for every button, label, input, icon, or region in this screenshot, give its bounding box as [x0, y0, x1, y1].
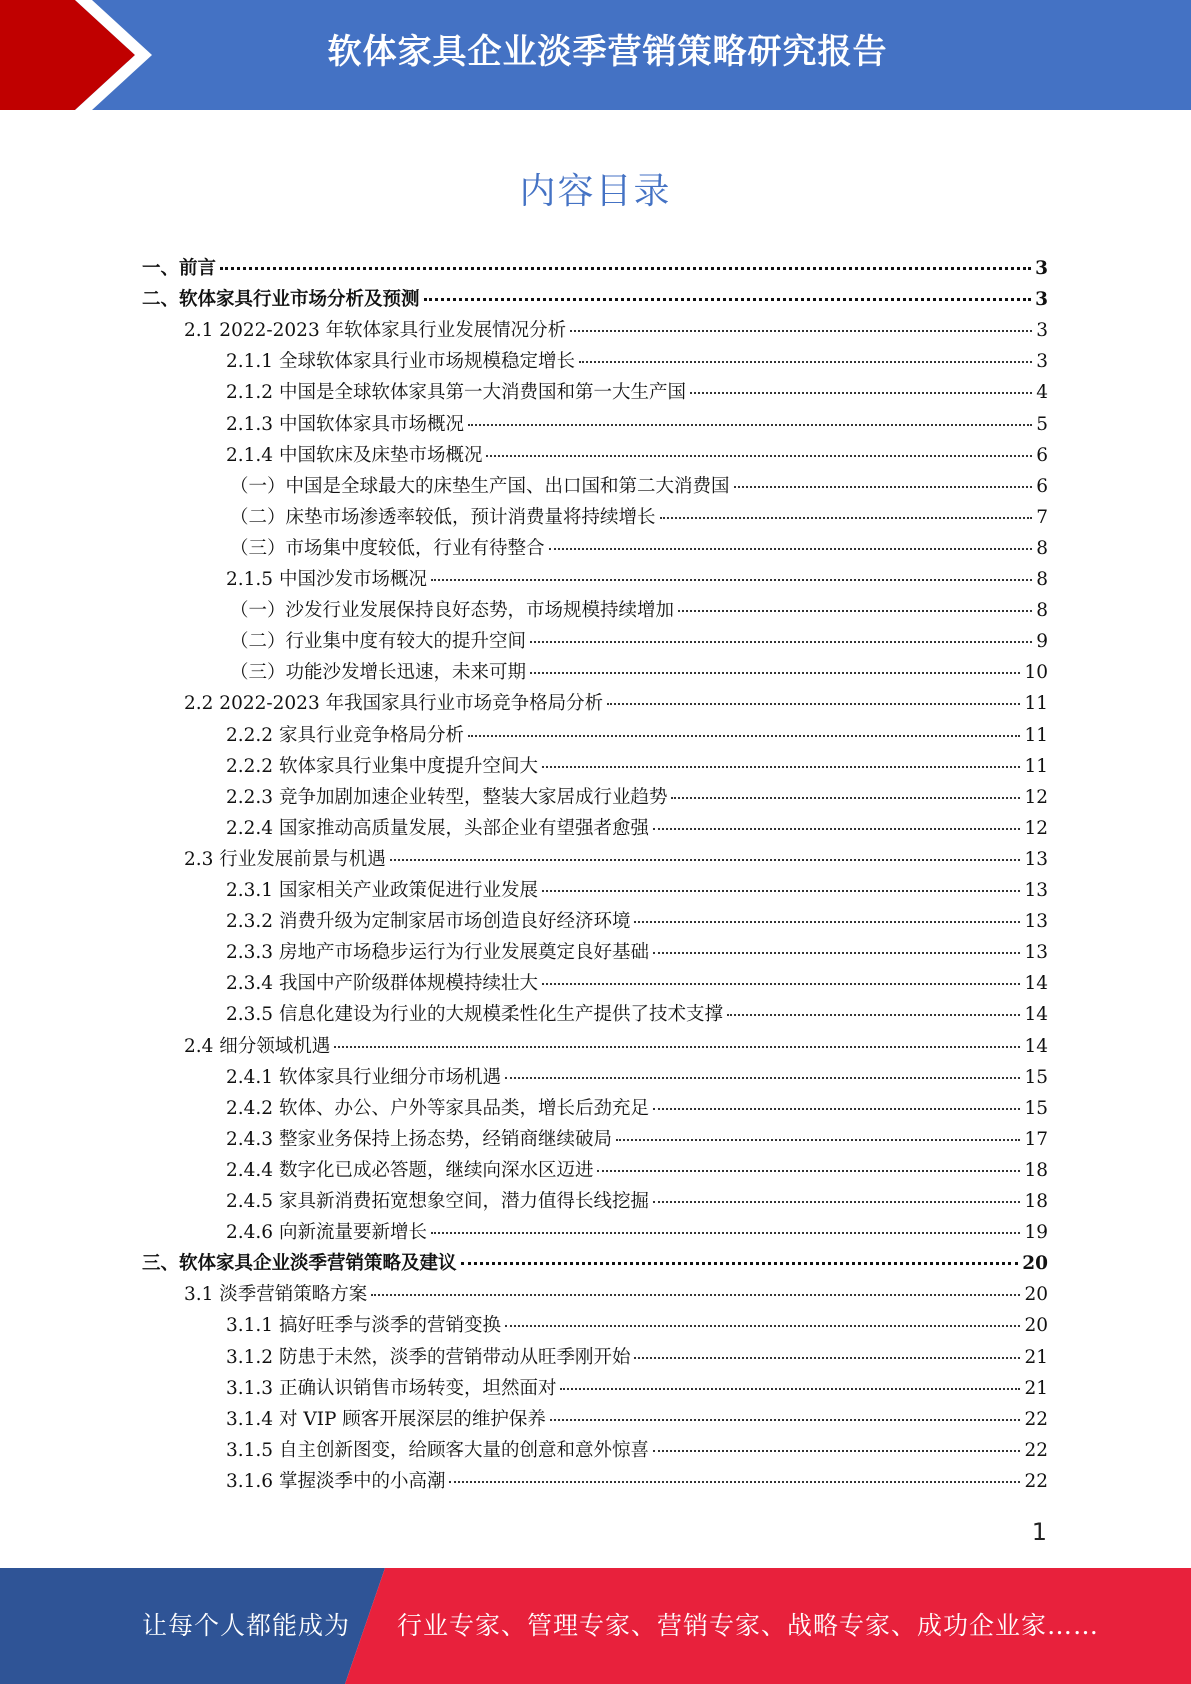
toc-dot-leader: [678, 610, 1032, 612]
toc-entry-label: 2.3.3 房地产市场稳步运行为行业发展奠定良好基础: [226, 942, 649, 964]
toc-entry-page: 3: [1035, 289, 1048, 311]
toc-entry-page: 11: [1024, 755, 1048, 777]
toc-entry-page: 13: [1024, 911, 1048, 933]
toc-entry[interactable]: [226, 875, 1048, 906]
toc-entry[interactable]: [184, 1031, 1048, 1062]
toc-entry[interactable]: [184, 844, 1048, 875]
toc-dot-leader: [486, 455, 1032, 457]
toc-entry-label: 2.2 2022-2023 年我国家具行业市场竞争格局分析: [184, 693, 604, 715]
toc-entry-page: 18: [1024, 1191, 1048, 1212]
toc-entry[interactable]: [226, 813, 1048, 844]
toc-entry-page: 21: [1024, 1346, 1048, 1368]
toc-entry-page: 7: [1036, 506, 1048, 528]
toc-entry-label: 3.1.3 正确认识销售市场转变，坦然面对: [226, 1377, 557, 1399]
toc-entry-page: 17: [1024, 1128, 1048, 1150]
toc-entry[interactable]: [226, 1062, 1048, 1093]
toc-entry-page: 20: [1024, 1284, 1048, 1306]
toc-entry[interactable]: [226, 906, 1048, 937]
toc-entry-page: 22: [1024, 1408, 1048, 1430]
toc-entry-page: 15: [1024, 1066, 1048, 1088]
toc-entry[interactable]: [226, 751, 1048, 782]
toc-entry-page: 13: [1024, 848, 1048, 870]
toc-entry-label: 3.1.2 防患于未然，淡季的营销带动从旺季刚开始: [226, 1346, 631, 1368]
toc-entry-label: 3.1.5 自主创新图变，给顾客大量的创意和意外惊喜: [226, 1439, 649, 1461]
toc-entry-label: 二、软体家具行业市场分析及预测: [142, 289, 420, 311]
toc-dot-leader: [549, 548, 1033, 550]
toc-entry-label: 2.4.6 向新流量要新增长: [226, 1222, 427, 1244]
toc-entry-page: 3: [1035, 258, 1048, 279]
toc-dot-leader: [671, 797, 1020, 799]
toc-dot-leader: [653, 952, 1020, 954]
toc-entry[interactable]: [184, 688, 1048, 719]
toc-dot-leader: [727, 1014, 1020, 1016]
toc-dot-leader: [424, 298, 1032, 301]
toc-entry-page: 20: [1024, 1315, 1048, 1337]
toc-entry-label: （二）行业集中度有较大的提升空间: [230, 631, 527, 653]
toc-entry-label: 2.4.1 软体家具行业细分市场机遇: [226, 1066, 501, 1088]
toc-entry-label: 2.3.1 国家相关产业政策促进行业发展: [226, 880, 538, 901]
toc-dot-leader: [690, 392, 1032, 394]
toc-dot-leader: [653, 1108, 1020, 1110]
toc-dot-leader: [542, 766, 1020, 768]
toc-entry[interactable]: [226, 1186, 1048, 1217]
toc-entry[interactable]: [226, 1404, 1048, 1435]
toc-dot-leader: [220, 267, 1031, 270]
toc-dot-leader: [653, 1450, 1020, 1452]
toc-entry-label: 2.1.5 中国沙发市场概况: [226, 569, 427, 590]
toc-entry-label: 2.3.5 信息化建设为行业的大规模柔性化生产提供了技术支撑: [226, 1004, 723, 1026]
toc-entry[interactable]: [226, 1435, 1048, 1466]
toc-entry[interactable]: [226, 720, 1048, 751]
toc-entry-label: （三）功能沙发增长迅速，未来可期: [230, 662, 527, 684]
toc-entry-page: 19: [1024, 1222, 1048, 1244]
toc-entry-label: 2.1.2 中国是全球软体家具第一大消费国和第一大生产国: [226, 382, 686, 404]
toc-entry[interactable]: [226, 377, 1048, 408]
toc-entry-page: 8: [1036, 537, 1048, 559]
toc-entry-page: 22: [1024, 1439, 1048, 1461]
toc-entry-page: 14: [1024, 1035, 1048, 1057]
footer-banner: [0, 1568, 1191, 1684]
toc-entry-page: 14: [1024, 1004, 1048, 1026]
toc-entry-label: 2.2.2 软体家具行业集中度提升空间大: [226, 755, 538, 777]
toc-entry-label: 2.2.2 家具行业竞争格局分析: [226, 724, 464, 746]
footer-slogan-left: 让每个人都能成为: [142, 1611, 351, 1640]
footer-slogan-right: 行业专家、管理专家、营销专家、战略专家、成功企业家……: [397, 1611, 1100, 1640]
toc-dot-leader: [653, 828, 1020, 830]
toc-entry-label: （一）沙发行业发展保持良好态势，市场规模持续增加: [230, 600, 675, 622]
toc-dot-leader: [634, 921, 1020, 923]
toc-entry-page: 14: [1024, 973, 1048, 995]
toc-entry[interactable]: [226, 1124, 1048, 1155]
toc-entry-page: 11: [1024, 724, 1048, 746]
toc-entry-page: 15: [1024, 1097, 1048, 1119]
report-title: 软体家具企业淡季营销策略研究报告: [327, 32, 888, 72]
toc-entry-label: 3.1.4 对 VIP 顾客开展深层的维护保养: [226, 1408, 546, 1430]
toc-dot-leader: [505, 1325, 1020, 1327]
toc-dot-leader: [505, 1077, 1020, 1079]
toc-entry-label: 2.1.4 中国软床及床垫市场概况: [226, 444, 483, 466]
toc-entry[interactable]: [184, 315, 1048, 346]
toc-entry[interactable]: [226, 1217, 1048, 1248]
toc-dot-leader: [371, 1294, 1020, 1296]
toc-dot-leader: [734, 486, 1033, 488]
toc-entry-label: （一）中国是全球最大的床垫生产国、出口国和第二大消费国: [230, 475, 730, 497]
toc-entry-page: 6: [1036, 444, 1048, 466]
toc-entry[interactable]: [226, 968, 1048, 999]
toc-dot-leader: [530, 672, 1020, 674]
toc-entry[interactable]: [230, 471, 1048, 502]
header-banner: [0, 0, 1191, 110]
toc-entry[interactable]: [226, 1373, 1048, 1404]
toc-entry-label: 3.1.1 搞好旺季与淡季的营销变换: [226, 1315, 501, 1337]
toc-entry[interactable]: [226, 564, 1048, 595]
toc-entry-page: 13: [1024, 880, 1048, 901]
toc-entry[interactable]: [226, 440, 1048, 471]
toc-entry-page: 4: [1036, 382, 1048, 404]
toc-entry[interactable]: [184, 1279, 1048, 1310]
toc-entry[interactable]: [230, 533, 1048, 564]
toc-entry[interactable]: [142, 253, 1048, 284]
toc-entry-page: 18: [1024, 1159, 1048, 1181]
toc-entry[interactable]: [142, 284, 1048, 315]
toc-entry[interactable]: [230, 626, 1048, 657]
toc-entry-label: 一、前言: [142, 258, 217, 279]
toc-entry-page: 12: [1024, 817, 1048, 839]
toc-entry-label: 2.3.2 消费升级为定制家居市场创造良好经济环境: [226, 911, 631, 933]
toc-entry[interactable]: [226, 937, 1048, 968]
toc-dot-leader: [461, 1262, 1019, 1265]
toc-entry-label: 2.4.4 数字化已成必答题，继续向深水区迈进: [226, 1159, 594, 1181]
toc-dot-leader: [431, 1232, 1020, 1234]
toc-entry-page: 9: [1036, 631, 1048, 653]
toc-entry-label: 2.4.5 家具新消费拓宽想象空间，潜力值得长线挖掘: [226, 1191, 649, 1212]
toc-entry[interactable]: [226, 999, 1048, 1030]
toc-entry-label: 2.4.3 整家业务保持上扬态势，经销商继续破局: [226, 1128, 612, 1150]
toc-dot-leader: [468, 735, 1020, 737]
toc-entry-page: 20: [1022, 1253, 1048, 1275]
toc-dot-leader: [334, 1046, 1020, 1048]
toc-entry[interactable]: [226, 782, 1048, 813]
toc-entry-page: 8: [1036, 569, 1048, 590]
toc-entry-label: 2.1.1 全球软体家具行业市场规模稳定增长: [226, 351, 575, 373]
toc-entry-page: 22: [1024, 1470, 1048, 1492]
toc-dot-leader: [390, 859, 1021, 861]
toc-entry-label: （三）市场集中度较低，行业有待整合: [230, 537, 545, 559]
toc-entry-label: 2.2.4 国家推动高质量发展，头部企业有望强者愈强: [226, 817, 649, 839]
toc-entry[interactable]: [226, 1093, 1048, 1124]
toc-dot-leader: [550, 1419, 1021, 1421]
toc-dot-leader: [449, 1481, 1020, 1483]
toc-entry[interactable]: [226, 1466, 1048, 1497]
toc-dot-leader: [634, 1357, 1020, 1359]
toc-entry-label: 3.1.6 掌握淡季中的小高潮: [226, 1470, 446, 1492]
toc-entry-page: 13: [1024, 942, 1048, 964]
toc-entry[interactable]: [230, 595, 1048, 626]
toc-dot-leader: [468, 424, 1032, 426]
toc-entry-label: 2.2.3 竞争加剧加速企业转型，整装大家居成行业趋势: [226, 786, 668, 808]
toc-entry-label: （二）床垫市场渗透率较低，预计消费量将持续增长: [230, 506, 656, 528]
toc-dot-leader: [607, 703, 1020, 705]
toc-entry-label: 2.4 细分领域机遇: [184, 1035, 331, 1057]
toc-entry[interactable]: [142, 1248, 1048, 1279]
toc-dot-leader: [616, 1139, 1020, 1141]
toc-entry[interactable]: [226, 1310, 1048, 1341]
toc-entry-label: 2.1.3 中国软体家具市场概况: [226, 413, 464, 435]
toc-entry-page: 11: [1024, 693, 1048, 715]
toc-heading: 内容目录: [519, 171, 672, 212]
toc-dot-leader: [431, 579, 1032, 581]
toc-dot-leader: [530, 641, 1032, 643]
toc-entry-label: 2.3 行业发展前景与机遇: [184, 848, 386, 870]
toc-dot-leader: [597, 1170, 1020, 1172]
toc-dot-leader: [653, 1201, 1020, 1203]
toc-dot-leader: [542, 890, 1020, 892]
toc-entry[interactable]: [226, 1342, 1048, 1373]
toc-entry[interactable]: [230, 657, 1048, 688]
toc-entry-page: 5: [1036, 413, 1048, 435]
toc-entry-page: 12: [1024, 786, 1048, 808]
toc-entry-label: 2.3.4 我国中产阶级群体规模持续壮大: [226, 973, 538, 995]
toc-entry-label: 2.4.2 软体、办公、户外等家具品类，增长后劲充足: [226, 1097, 649, 1119]
toc-dot-leader: [579, 361, 1032, 363]
toc-entry-page: 8: [1036, 600, 1048, 622]
toc-entry-page: 10: [1024, 662, 1048, 684]
toc-dot-leader: [542, 983, 1020, 985]
toc-entry-page: 3: [1036, 351, 1048, 373]
toc-dot-leader: [660, 517, 1033, 519]
toc-entry-label: 3.1 淡季营销策略方案: [184, 1284, 368, 1306]
toc-entry-page: 3: [1036, 320, 1048, 342]
toc-entry-label: 2.1 2022-2023 年软体家具行业发展情况分析: [184, 320, 567, 342]
toc-entry-page: 6: [1036, 475, 1048, 497]
toc-dot-leader: [560, 1388, 1020, 1390]
toc-entry[interactable]: [226, 1155, 1048, 1186]
toc-dot-leader: [570, 330, 1032, 332]
toc-entry[interactable]: [226, 346, 1048, 377]
toc-entry[interactable]: [226, 409, 1048, 440]
toc-entry-label: 三、软体家具企业淡季营销策略及建议: [142, 1253, 457, 1275]
toc-entry-page: 21: [1024, 1377, 1048, 1399]
toc-entry[interactable]: [230, 502, 1048, 533]
page-number: 1: [1031, 1518, 1047, 1546]
